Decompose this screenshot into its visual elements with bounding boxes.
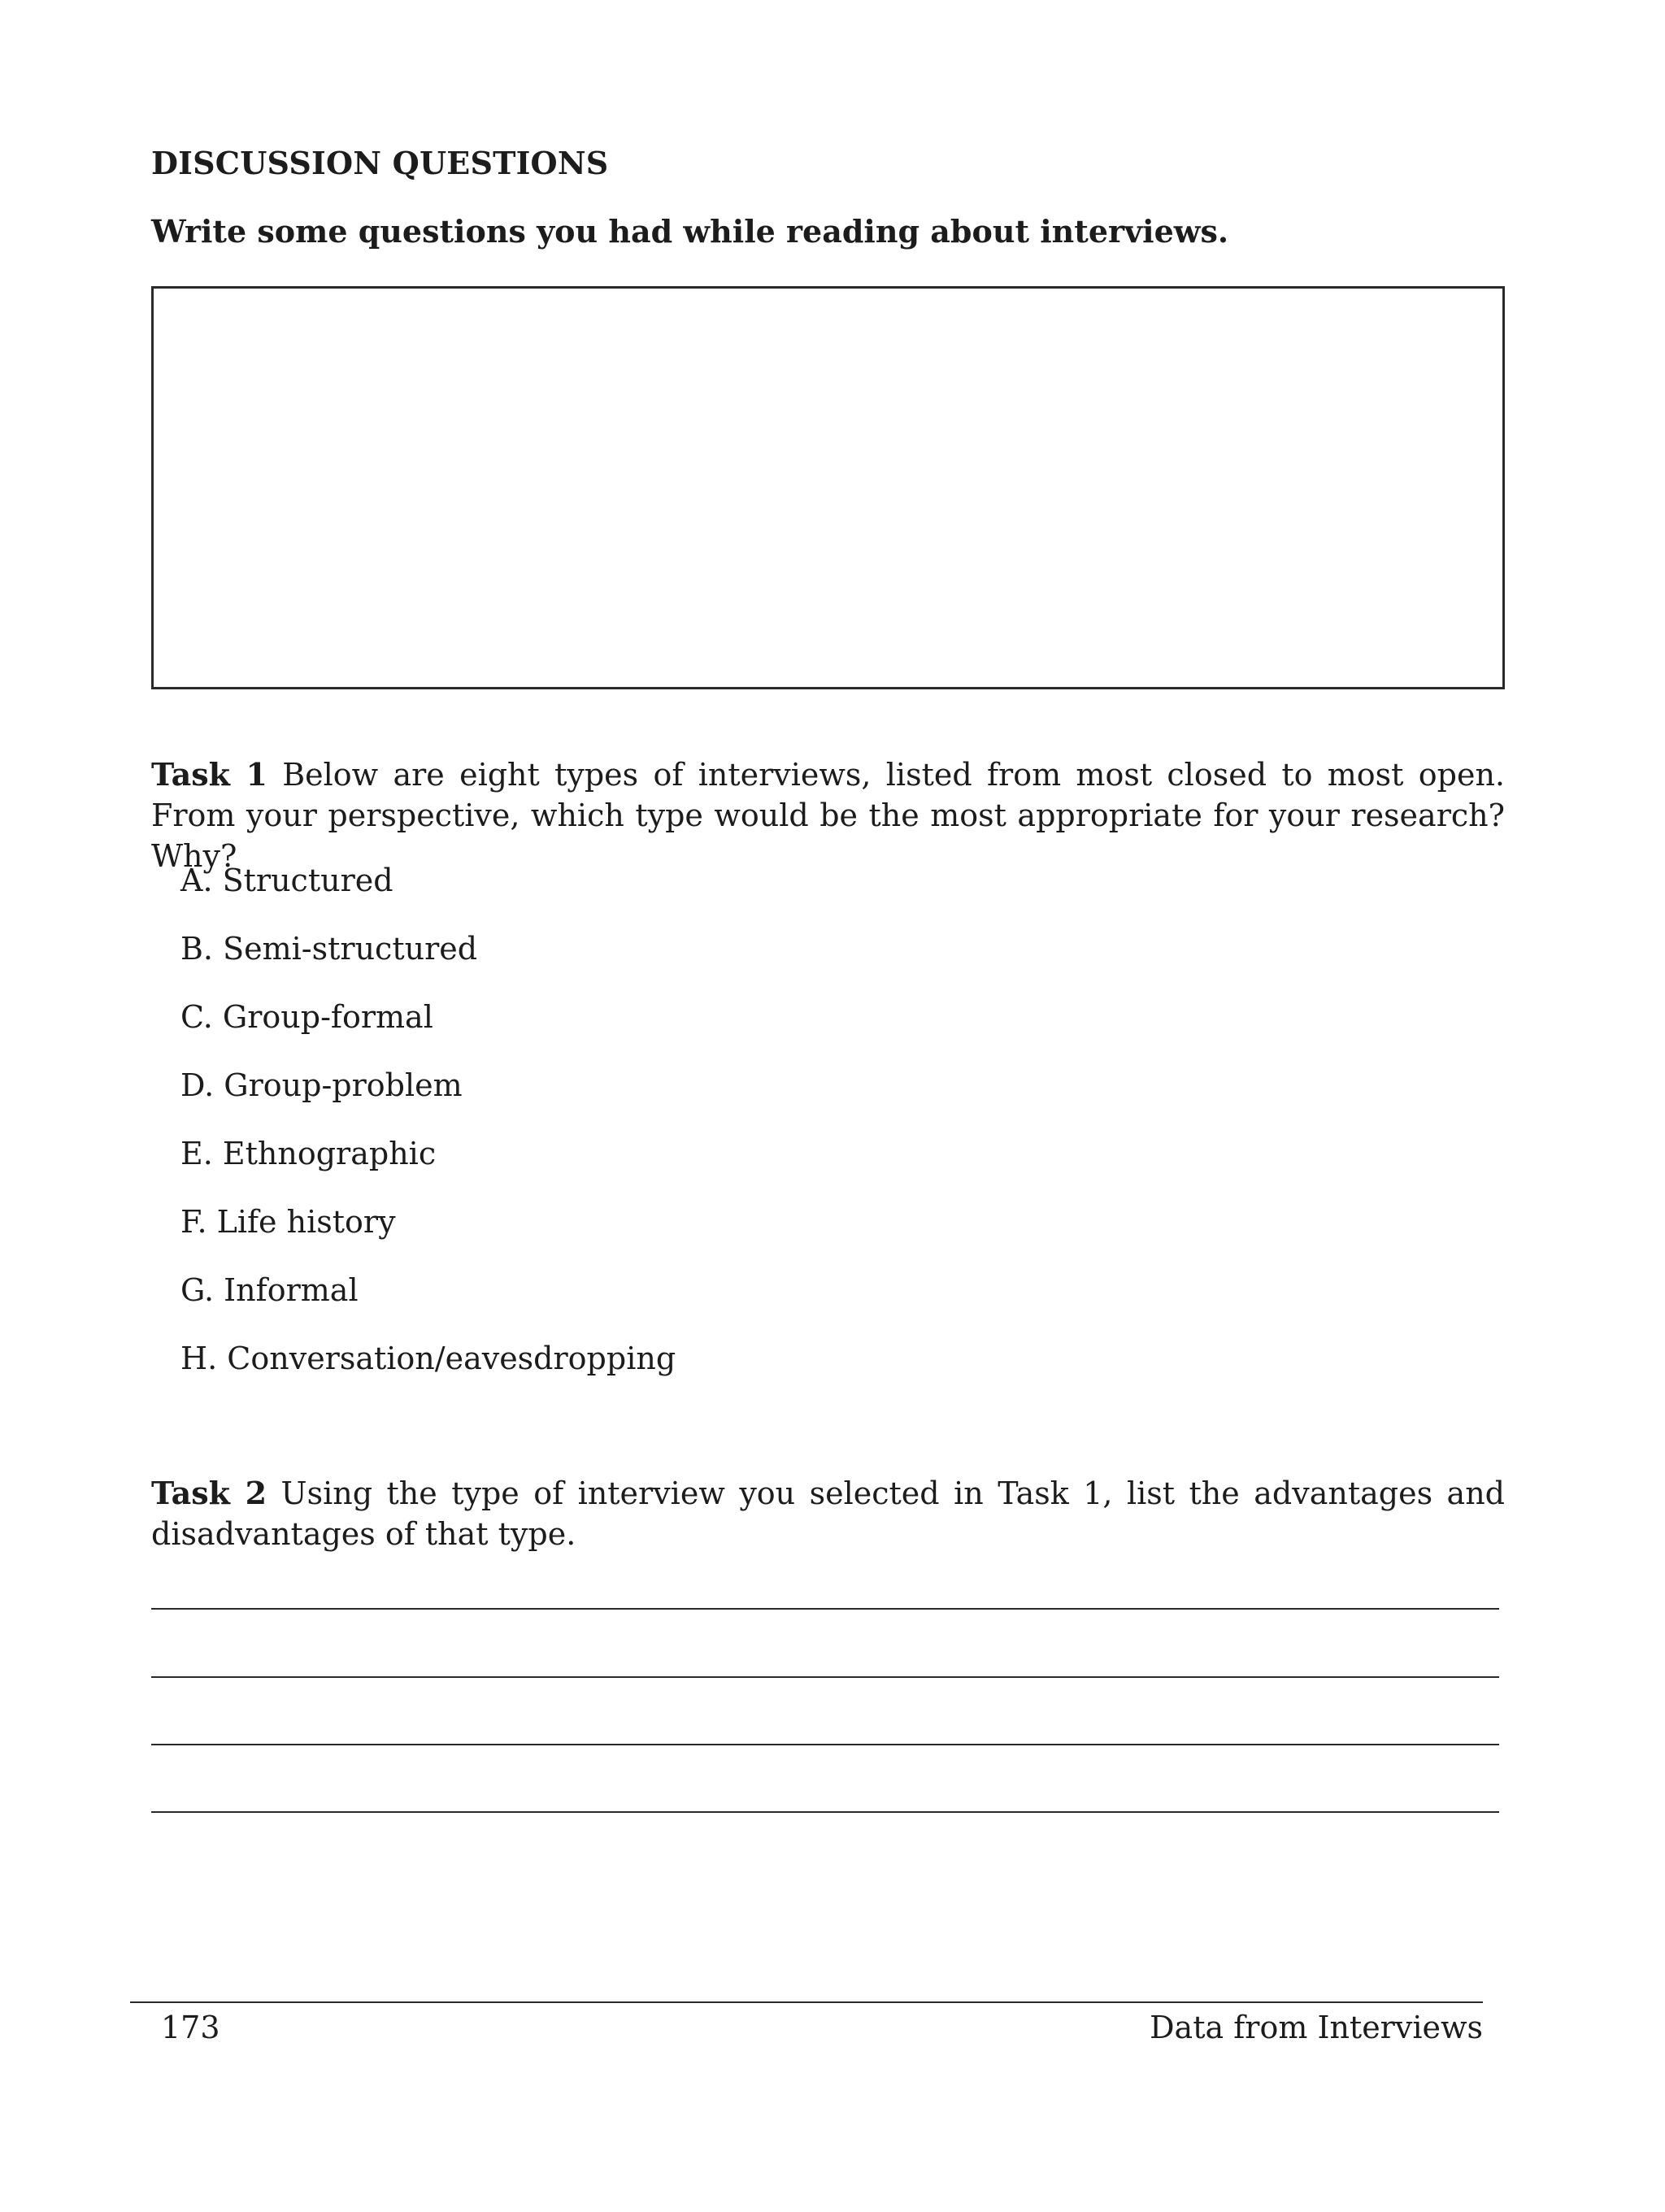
answer-line[interactable] [151, 1744, 1499, 1745]
section-heading: DISCUSSION QUESTIONS [151, 145, 609, 181]
interview-type-option: C. Group-formal [180, 999, 433, 1035]
page-number: 173 [161, 2010, 220, 2045]
interview-type-option: B. Semi-structured [180, 931, 478, 967]
answer-line[interactable] [151, 1676, 1499, 1678]
task-1-label: Task 1 [151, 756, 267, 793]
running-title: Data from Interviews [1150, 2010, 1483, 2045]
interview-type-option: H. Conversation/eavesdropping [180, 1341, 676, 1376]
task-2-label: Task 2 [151, 1475, 267, 1511]
interview-type-list [180, 860, 676, 1406]
interview-type-option: D. Group-problem [180, 1067, 463, 1103]
discussion-prompt: Write some questions you had while reading about interviews. [151, 213, 1229, 250]
task-2-instructions [151, 1473, 1505, 1554]
interview-type-option: A. Structured [180, 863, 393, 898]
answer-line[interactable] [151, 1811, 1499, 1813]
task-1-instructions [151, 754, 1505, 876]
task-1-text: Below are eight types of interviews, listed from most closed to most open. From your perspective, which type would be the most appropriate for your research? Why? [151, 757, 1506, 874]
questions-answer-box[interactable] [151, 286, 1505, 689]
interview-type-option: E. Ethnographic [180, 1136, 437, 1171]
interview-type-option: G. Informal [180, 1272, 359, 1308]
interview-type-option: F. Life history [180, 1204, 396, 1240]
task-2-text: Using the type of interview you selected in Task 1, list the advantages and disadvantages of that type. [151, 1475, 1505, 1552]
answer-line[interactable] [151, 1608, 1499, 1610]
footer-divider [130, 2001, 1483, 2003]
